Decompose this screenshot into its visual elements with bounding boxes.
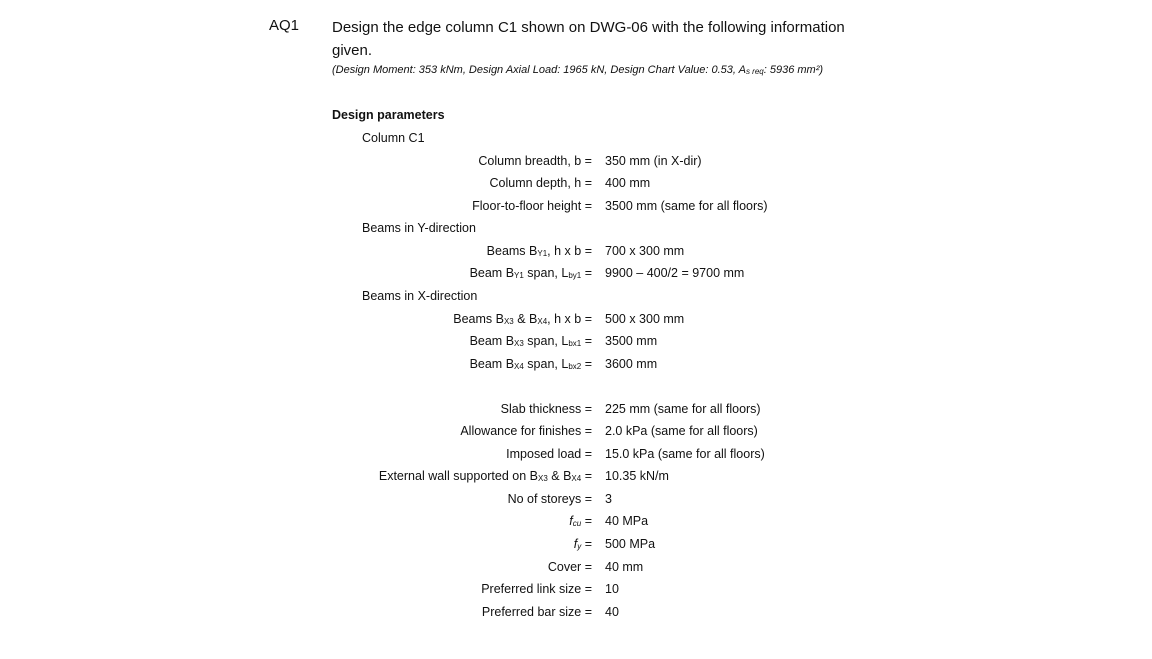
param-row (0, 199, 1152, 219)
label-sub: X4 (537, 317, 548, 326)
label-part: span, L (523, 357, 569, 371)
label-part: f (569, 514, 573, 528)
label-sub: cu (572, 519, 582, 528)
label-part: span, L (523, 266, 569, 280)
param-row (0, 447, 1152, 467)
param-row (0, 402, 1152, 422)
param-value: 9900 – 400/2 = 9700 mm (605, 266, 745, 280)
label-part: , h x b = (547, 312, 592, 326)
label-part: Beams B (453, 312, 504, 326)
param-value: 10.35 kN/m (605, 469, 669, 483)
label-part: & B (547, 469, 572, 483)
param-value: 500 MPa (605, 537, 656, 551)
param-label: Slab thickness = (500, 402, 592, 416)
label-part: Beam B (469, 334, 515, 348)
param-row (0, 357, 1152, 377)
param-label: Preferred bar size = (481, 605, 592, 619)
param-row (0, 312, 1152, 332)
param-label: No of storeys = (507, 492, 592, 506)
param-label: Column breadth, b = (478, 154, 592, 168)
param-value: 225 mm (same for all floors) (605, 402, 761, 416)
param-row (0, 266, 1152, 286)
param-label (574, 537, 592, 551)
label-part: External wall supported on B (378, 469, 538, 483)
label-part: = (581, 514, 592, 528)
note-prefix: (Design Moment: 353 kNm, Design Axial Load: 1965 kN, Design Chart Value: 0.53, A (332, 64, 746, 76)
param-label (379, 469, 592, 483)
question-text: Design the edge column C1 shown on DWG-06 with the following information given. (332, 19, 845, 59)
param-value: 40 mm (605, 560, 644, 574)
param-value: 400 mm (605, 176, 651, 190)
label-sub: X3 (514, 339, 524, 348)
group-column: Column C1 (362, 131, 425, 145)
label-sub: bx1 (568, 339, 582, 348)
label-part: = (581, 469, 592, 483)
param-label: Preferred link size = (481, 582, 592, 596)
label-part: Beams B (486, 244, 538, 258)
label-sub: by1 (568, 271, 582, 280)
param-row (0, 424, 1152, 444)
param-row (0, 582, 1152, 602)
label-sub: X4 (571, 474, 582, 483)
param-label (453, 312, 592, 326)
param-row (0, 514, 1152, 534)
param-row (0, 154, 1152, 174)
param-label (487, 244, 592, 258)
param-value: 500 x 300 mm (605, 312, 685, 326)
param-value: 40 (605, 605, 619, 619)
param-row (0, 244, 1152, 264)
param-value: 3500 mm (605, 334, 658, 348)
param-row (0, 560, 1152, 580)
label-part: = (581, 357, 592, 371)
label-part: = (581, 537, 592, 551)
param-label: Allowance for finishes = (460, 424, 592, 438)
label-sub: X3 (503, 317, 514, 326)
param-row (0, 492, 1152, 512)
label-part: f (573, 537, 578, 551)
note-sub: s req (745, 67, 764, 76)
label-part: = (581, 266, 592, 280)
param-label: Cover = (547, 560, 592, 574)
param-label (470, 334, 592, 348)
group-beams-x: Beams in X-direction (362, 289, 478, 303)
param-value: 3600 mm (605, 357, 658, 371)
question-note (332, 64, 823, 76)
param-label (470, 357, 592, 371)
param-row (0, 605, 1152, 625)
param-label: Floor-to-floor height = (472, 199, 592, 213)
note-suffix: : 5936 mm²) (763, 64, 824, 76)
label-part: , h x b = (547, 244, 592, 258)
label-sub: bx2 (568, 362, 582, 371)
param-label (470, 266, 592, 280)
question-number: AQ1 (269, 17, 300, 34)
param-row (0, 469, 1152, 489)
section-title: Design parameters (332, 108, 445, 122)
label-sub: Y1 (514, 271, 524, 280)
label-part: Beam B (469, 357, 515, 371)
label-part: & B (513, 312, 538, 326)
param-value: 3500 mm (same for all floors) (605, 199, 768, 213)
param-value: 700 x 300 mm (605, 244, 685, 258)
label-sub: y (577, 542, 582, 551)
param-row (0, 334, 1152, 354)
param-value: 2.0 kPa (same for all floors) (605, 424, 758, 438)
param-value: 3 (605, 492, 612, 506)
param-row (0, 176, 1152, 196)
label-part: span, L (523, 334, 569, 348)
label-sub: Y1 (537, 249, 548, 258)
label-sub: X3 (538, 474, 548, 483)
label-sub: X4 (514, 362, 524, 371)
param-row (0, 537, 1152, 557)
label-part: Beam B (469, 266, 515, 280)
group-beams-y: Beams in Y-direction (362, 221, 476, 235)
param-label: Imposed load = (506, 447, 592, 461)
label-part: = (581, 334, 592, 348)
param-label: Column depth, h = (489, 176, 592, 190)
param-value: 350 mm (in X-dir) (605, 154, 702, 168)
param-value: 40 MPa (605, 514, 649, 528)
param-value: 10 (605, 582, 619, 596)
param-value: 15.0 kPa (same for all floors) (605, 447, 765, 461)
param-label (569, 514, 592, 528)
